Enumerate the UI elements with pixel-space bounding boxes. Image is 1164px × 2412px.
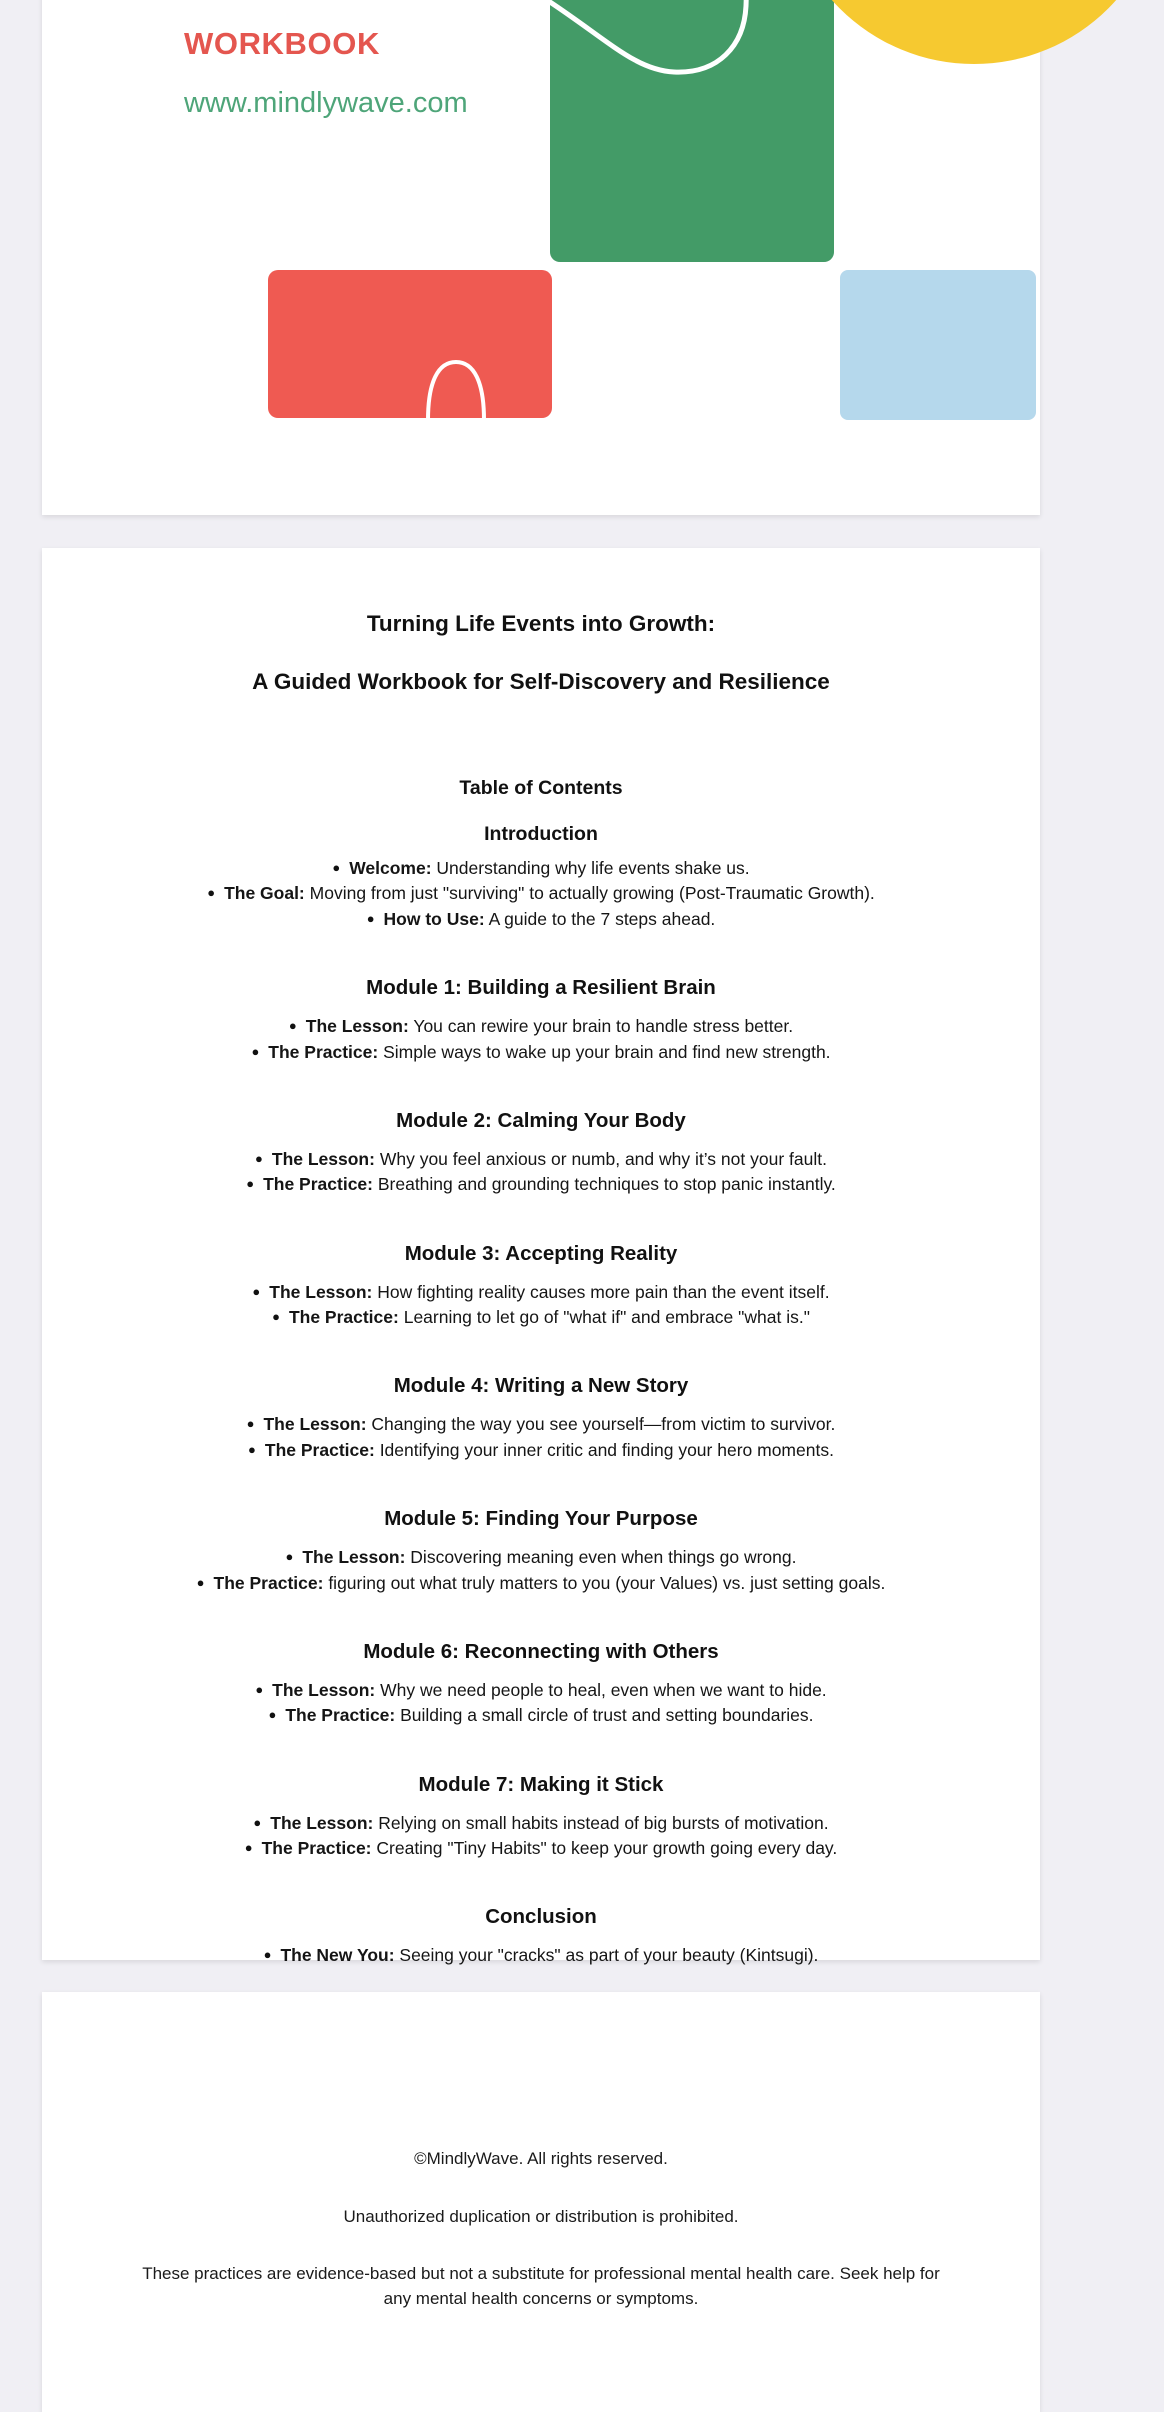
- list-item-text: Relying on small habits instead of big bursts of motivation.: [378, 1812, 829, 1833]
- bullet-dot-icon: ●: [255, 1681, 264, 1697]
- copyright-notice: ©MindlyWave. All rights reserved.: [414, 2149, 668, 2168]
- list-item-text: How fighting reality causes more pain than the event itself.: [377, 1281, 830, 1302]
- bullet-dot-icon: ●: [332, 860, 341, 875]
- toc-bullet-list: [94, 1412, 988, 1463]
- list-item: [94, 1545, 988, 1570]
- list-item-label: The New You:: [280, 1945, 395, 1966]
- list-item: [94, 1811, 988, 1836]
- table-of-contents-page-card: [42, 548, 1040, 1966]
- toc-bullet-list: [94, 1943, 988, 1968]
- list-item-label: The Practice:: [263, 1174, 373, 1195]
- list-item-label: The Lesson:: [263, 1414, 367, 1435]
- document-content: [42, 548, 1040, 2116]
- list-item-label: The Lesson:: [272, 1679, 376, 1700]
- list-item: [94, 1412, 988, 1437]
- toc-heading: Table of Contents: [459, 777, 623, 799]
- page-title: [94, 613, 988, 693]
- toc-bullet-list: [94, 1545, 988, 1596]
- bullet-dot-icon: ●: [268, 1707, 277, 1723]
- toc-bullet-list: [94, 1678, 988, 1729]
- list-item: [94, 1147, 988, 1172]
- list-item-text: Creating "Tiny Habits" to keep your growth going every day.: [376, 1838, 838, 1858]
- bullet-dot-icon: ●: [196, 1574, 205, 1590]
- list-item-label: The Goal:: [224, 883, 305, 904]
- red-rounded-rectangle-shape: [268, 270, 552, 418]
- toc-section-heading: Module 7: Making it Stick: [418, 1772, 664, 1796]
- list-item: [94, 1703, 988, 1728]
- duplication-notice: Unauthorized duplication or distribution is prohibited.: [343, 2206, 739, 2226]
- toc-section-heading: Module 6: Reconnecting with Others: [363, 1639, 719, 1663]
- list-item-text: Learning to let go of "what if" and embrace "what is.": [403, 1307, 810, 1327]
- list-item-label: The Practice:: [261, 1838, 372, 1858]
- cover-page-card: [42, 0, 1040, 515]
- medical-disclaimer: These practices are evidence-based but not a substitute for professional mental health care. Seek help for any mental health concerns or symptoms.: [142, 2264, 940, 2308]
- toc-section-heading: Module 4: Writing a New Story: [393, 1374, 689, 1398]
- bullet-dot-icon: ●: [263, 1947, 272, 1963]
- toc-section-heading: Module 2: Calming Your Body: [396, 1108, 686, 1132]
- bullet-dot-icon: ●: [248, 1441, 256, 1457]
- toc-section-heading: Conclusion: [485, 1905, 597, 1929]
- list-item-text: Why we need people to heal, even when we want to hide.: [380, 1679, 827, 1700]
- list-item: [94, 1305, 988, 1330]
- bullet-dot-icon: ●: [285, 1549, 294, 1565]
- list-item-label: The Practice:: [264, 1439, 375, 1460]
- toc-section-heading: Introduction: [484, 823, 598, 845]
- legal-content: [42, 1992, 1040, 2312]
- list-item-text: figuring out what truly matters to you (your Values) vs. just setting goals.: [328, 1572, 886, 1593]
- legal-page-card: [42, 1992, 1040, 2412]
- list-item: [94, 1678, 988, 1703]
- list-item: [94, 1571, 988, 1596]
- toc-section-heading: Module 3: Accepting Reality: [404, 1241, 678, 1265]
- toc-bullet-list: [94, 856, 988, 932]
- list-item-label: The Practice:: [288, 1307, 399, 1327]
- workbook-label: WORKBOOK: [184, 26, 380, 61]
- list-item-label: The Lesson:: [305, 1016, 409, 1037]
- document-title-line-2: A Guided Workbook for Self-Discovery and Resilience: [252, 668, 830, 694]
- bullet-dot-icon: ●: [253, 1814, 262, 1830]
- toc-bullet-list: [94, 1280, 988, 1331]
- toc-section-list: [94, 823, 988, 2076]
- list-item: [94, 1836, 988, 1861]
- list-item-label: The Lesson:: [271, 1148, 375, 1169]
- bullet-dot-icon: ●: [366, 910, 375, 926]
- list-item-label: The Lesson:: [269, 1281, 373, 1302]
- yellow-circle-shape: [784, 0, 1164, 64]
- blue-rounded-rectangle-shape: [840, 270, 1036, 420]
- list-item-text: Simple ways to wake up your brain and find new strength.: [383, 1041, 831, 1062]
- bullet-dot-icon: ●: [288, 1018, 297, 1034]
- bullet-dot-icon: ●: [246, 1176, 255, 1192]
- list-item-text: A guide to the 7 steps ahead.: [488, 908, 716, 929]
- website-url[interactable]: www.mindlywave.com: [184, 87, 468, 119]
- bullet-dot-icon: ●: [252, 1283, 261, 1299]
- list-item-label: The Practice:: [285, 1705, 396, 1726]
- list-item-text: Why you feel anxious or numb, and why it’s not your fault.: [379, 1148, 827, 1169]
- list-item-label: The Lesson:: [302, 1547, 406, 1568]
- list-item: [94, 1040, 988, 1065]
- bullet-dot-icon: ●: [272, 1309, 280, 1324]
- bullet-dot-icon: ●: [251, 1043, 260, 1059]
- bullet-dot-icon: ●: [246, 1416, 255, 1432]
- cover-artwork: [42, 0, 936, 515]
- bullet-dot-icon: ●: [207, 885, 216, 901]
- list-item-text: You can rewire your brain to handle stress better.: [413, 1016, 794, 1037]
- list-item: [94, 881, 988, 906]
- toc-section-heading: Module 5: Finding Your Purpose: [384, 1507, 698, 1531]
- list-item-text: Building a small circle of trust and setting boundaries.: [400, 1705, 814, 1726]
- toc-bullet-list: [94, 1147, 988, 1198]
- cover-brand-block: [184, 28, 604, 118]
- list-item-text: Seeing your "cracks" as part of your beauty (Kintsugi).: [399, 1945, 819, 1966]
- list-item: [94, 1438, 988, 1463]
- list-item: [94, 907, 988, 932]
- list-item-label: The Practice:: [268, 1041, 379, 1062]
- list-item: [94, 1280, 988, 1305]
- document-title-line-1: Turning Life Events into Growth:: [366, 611, 716, 636]
- bullet-dot-icon: ●: [255, 1150, 263, 1166]
- list-item-label: How to Use:: [383, 908, 485, 929]
- list-item-text: Understanding why life events shake us.: [436, 858, 750, 878]
- list-item: [94, 1014, 988, 1039]
- bullet-dot-icon: ●: [244, 1840, 253, 1855]
- list-item-text: Discovering meaning even when things go wrong.: [410, 1547, 797, 1568]
- list-item: [94, 1943, 988, 1968]
- list-item-label: The Lesson:: [270, 1812, 374, 1833]
- list-item-text: Identifying your inner critic and finding your hero moments.: [379, 1439, 834, 1460]
- list-item-text: Changing the way you see yourself—from victim to survivor.: [371, 1414, 836, 1435]
- list-item-text: Moving from just "surviving" to actually growing (Post-Traumatic Growth).: [309, 883, 875, 904]
- list-item: [94, 1172, 988, 1197]
- list-item-label: The Practice:: [213, 1572, 324, 1593]
- list-item-text: Breathing and grounding techniques to stop panic instantly.: [377, 1174, 836, 1195]
- toc-bullet-list: [94, 1811, 988, 1862]
- toc-section-heading: Module 1: Building a Resilient Brain: [366, 976, 716, 1000]
- list-item: [94, 856, 988, 881]
- toc-bullet-list: [94, 1014, 988, 1065]
- list-item-label: Welcome:: [349, 858, 432, 878]
